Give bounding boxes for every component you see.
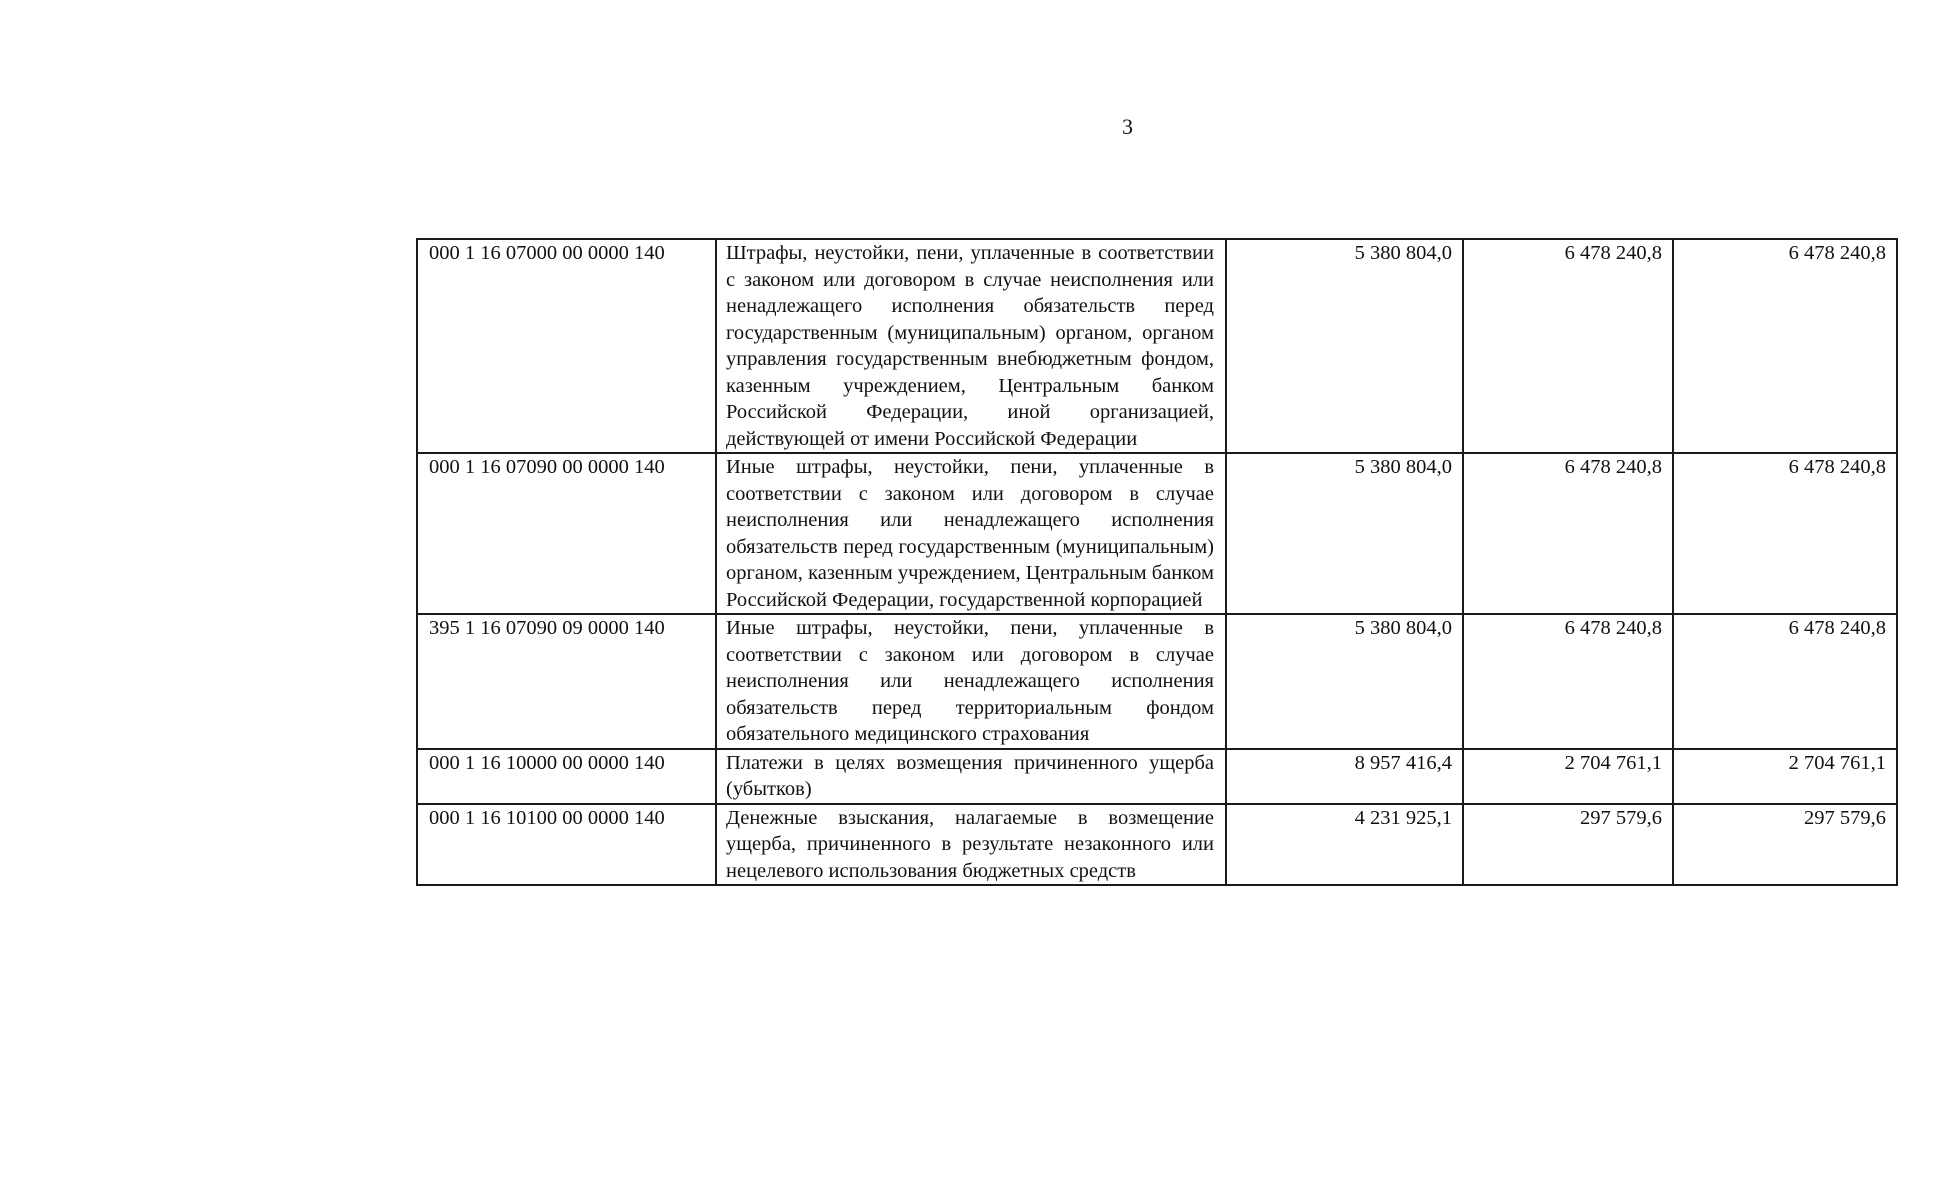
amount-cell-1: 4 231 925,1 xyxy=(1226,804,1463,886)
amount-cell-3: 6 478 240,8 xyxy=(1673,239,1897,453)
amount-cell-1: 5 380 804,0 xyxy=(1226,614,1463,749)
table-row xyxy=(417,614,1897,749)
amount-cell-3: 6 478 240,8 xyxy=(1673,453,1897,614)
table-row xyxy=(417,804,1897,886)
amount-cell-1: 5 380 804,0 xyxy=(1226,453,1463,614)
amount-cell-2: 297 579,6 xyxy=(1463,804,1673,886)
budget-revenue-table xyxy=(416,238,1898,886)
amount-cell-1: 5 380 804,0 xyxy=(1226,239,1463,453)
budget-code-cell: 000 1 16 10100 00 0000 140 xyxy=(417,804,716,886)
description-cell: Платежи в целях возмещения причиненного ущерба (убытков) xyxy=(716,749,1226,804)
budget-code-cell: 000 1 16 07000 00 0000 140 xyxy=(417,239,716,453)
amount-cell-3: 6 478 240,8 xyxy=(1673,614,1897,749)
description-cell: Денежные взыскания, налагаемые в возмещение ущерба, причиненного в результате незаконного или нецелевого использования бюджетных средств xyxy=(716,804,1226,886)
table-row xyxy=(417,749,1897,804)
amount-cell-2: 2 704 761,1 xyxy=(1463,749,1673,804)
budget-code-cell: 000 1 16 07090 00 0000 140 xyxy=(417,453,716,614)
description-cell: Иные штрафы, неустойки, пени, уплаченные в соответствии с законом или договором в случае неисполнения или ненадлежащего исполнения обязательств перед территориальным фондом обязательного медицинского страхования xyxy=(716,614,1226,749)
budget-code-cell: 000 1 16 10000 00 0000 140 xyxy=(417,749,716,804)
amount-cell-2: 6 478 240,8 xyxy=(1463,614,1673,749)
description-cell: Иные штрафы, неустойки, пени, уплаченные в соответствии с законом или договором в случае неисполнения или ненадлежащего исполнения обязательств перед государственным (муниципальным) органом, казенным учреждением, Центральным банком Российской Федерации, государственной корпорацией xyxy=(716,453,1226,614)
page-number: 3 xyxy=(1122,114,1133,139)
table-row xyxy=(417,453,1897,614)
amount-cell-2: 6 478 240,8 xyxy=(1463,239,1673,453)
description-cell: Штрафы, неустойки, пени, уплаченные в соответствии с законом или договором в случае неисполнения или ненадлежащего исполнения обязательств перед государственным (муниципальным) органом, органом управления государственным внебюджетным фондом, казенным учреждением, Центральным банком Российской Федерации, иной организацией, действующей от имени Российской Федерации xyxy=(716,239,1226,453)
budget-code-cell: 395 1 16 07090 09 0000 140 xyxy=(417,614,716,749)
amount-cell-1: 8 957 416,4 xyxy=(1226,749,1463,804)
amount-cell-3: 2 704 761,1 xyxy=(1673,749,1897,804)
amount-cell-2: 6 478 240,8 xyxy=(1463,453,1673,614)
table-row xyxy=(417,239,1897,453)
amount-cell-3: 297 579,6 xyxy=(1673,804,1897,886)
